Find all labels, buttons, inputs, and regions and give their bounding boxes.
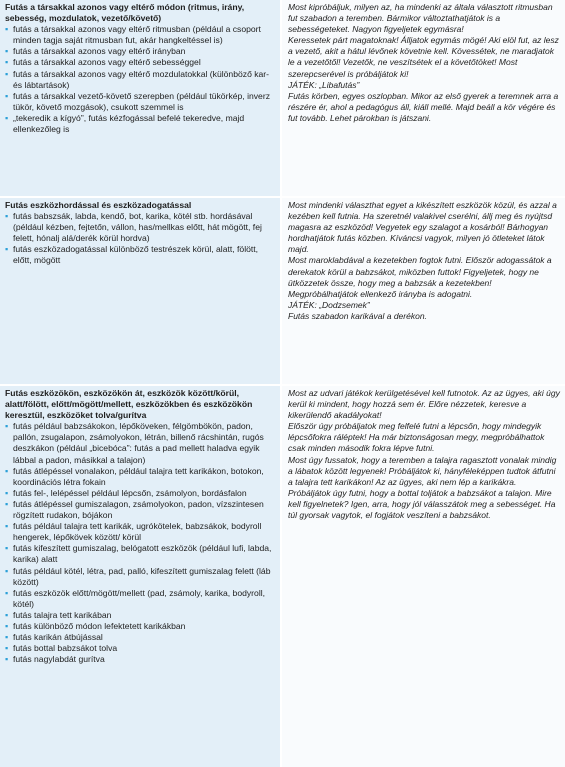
right-cell — [282, 386, 565, 767]
list-item-text: futás kifeszített gumiszalag, belógatott eszközök (például lufi, labda, karika) alatt — [13, 543, 272, 565]
bullet-icon: ▪ — [5, 587, 9, 598]
list-item-text: futás eszközök előtt/mögött/mellett (pad, zsámoly, karika, bodyroll, kötél) — [13, 587, 266, 609]
bullet-icon: ▪ — [5, 112, 9, 123]
bullet-icon: ▪ — [5, 643, 9, 654]
list-item — [5, 566, 276, 588]
left-cell — [0, 386, 282, 767]
bullet-icon: ▪ — [5, 211, 9, 222]
instruction-paragraph: Most kipróbáljuk, milyen az, ha mindenki az általa választott ritmusban fut szabadon a teremben. Bármikor változtathatjátok is a sebességeteket. Nagyon figyeljetek egymásra! — [288, 2, 553, 35]
bullet-list — [5, 211, 276, 266]
bullet-icon: ▪ — [5, 654, 9, 665]
instruction-paragraph: Először úgy próbáljatok meg felfelé futni a lépcsőn, hogy mindegyik lépcsőfokra ráléptek! Ha már biztonságosan megy, megpróbálhattok csak minden második fokra lépve futni. — [288, 421, 545, 454]
bullet-icon: ▪ — [5, 465, 9, 476]
bullet-icon: ▪ — [5, 521, 9, 532]
instruction-paragraph: Most úgy fussatok, hogy a teremben a talajra ragasztott vonalak mindig a lábatok között legyenek! Próbáljátok ki, hányféleképpen tudtok átfutni a talajra tett karikákon! Az az ügyes, aki nem lép a karikákra. Próbáljátok úgy futni, hogy a bottal toljátok a babzsákot a talajon. Mire kell figyelnetek? Igen, arra, hogy jól válasszátok meg a sebességet. Ha túl gyorsak vagytok, el fogjátok veszíteni a babzsákot. — [288, 454, 557, 521]
list-item-text: futás a társakkal azonos vagy eltérő ritmusban (például a csoport minden tagja saját ritmusban fut, akár hangkeltéssel is) — [13, 24, 261, 46]
game-title: JÁTÉK: „Dodzsemek” — [288, 299, 370, 310]
row-heading: Futás eszközökön, eszközökön át, eszközök között/körül, alatt/fölött, előtt/mögött/mellett, eszközökben és eszközökön keresztül, eszközöket tolva/gurítva — [5, 388, 253, 421]
table-row — [0, 386, 565, 767]
bullet-icon: ▪ — [5, 24, 9, 35]
list-item-text: futás például kötél, létra, pad, palló, kifeszített gumiszalag felett (láb között) — [13, 565, 271, 587]
list-item-text: futás talajra tett karikában — [13, 609, 112, 620]
list-item-text: futás a társakkal azonos vagy eltérő sebességgel — [13, 57, 201, 68]
list-item-text: futás a társakkal azonos vagy eltérő mozdulatokkal (különböző kar- és lábtartások) — [13, 68, 270, 90]
instruction-paragraph: Futás körben, egyes oszlopban. Mikor az első gyerek a teremnek arra a részére ér, ahol a pedagógus áll, kiáll mellé. Majd beáll a kör végére és fut tovább. Lehet párokban is játszani. — [288, 90, 559, 123]
list-item — [5, 24, 276, 46]
instruction-text — [288, 200, 561, 322]
list-item — [5, 543, 276, 565]
list-item-text: futás például talajra tett karikák, ugrókötelek, babzsákok, bodyroll hengerek, lépőkövek között/ körül — [13, 521, 262, 543]
list-item — [5, 113, 276, 135]
bullet-icon: ▪ — [5, 543, 9, 554]
bullet-icon: ▪ — [5, 498, 9, 509]
bullet-icon: ▪ — [5, 487, 9, 498]
instruction-text — [288, 2, 561, 124]
list-item-text: futás eszközadogatással különböző testrészek körül, alatt, fölött, előtt, mögött — [13, 244, 259, 266]
bullet-icon: ▪ — [5, 68, 9, 79]
list-item — [5, 632, 276, 643]
list-item-text: futás nagylabdát gurítva — [13, 654, 105, 665]
list-item-text: futás különböző módon lefektetett karikákban — [13, 620, 186, 631]
bullet-icon: ▪ — [5, 565, 9, 576]
list-item — [5, 621, 276, 632]
list-item — [5, 91, 276, 113]
instruction-paragraph: Keressetek párt magatoknak! Álljatok egymás mögé! Aki elöl fut, az lesz a vezető, akit a hátul lévőnek követnie kell. Kövessétek, ne maradjatok le a vezetőtől! Vezetők, ne veszítsétek el a követőtöket! Most szerepcserével is próbáljátok ki! — [288, 35, 559, 79]
list-item — [5, 499, 276, 521]
instruction-paragraph: Most az udvari játékok kerülgetésével kell futnotok. Az az ügyes, aki úgy kerül ki mindent, hogy hozzá sem ér. Előre nézzetek, keresve a kikerülendő akadályokat! — [288, 388, 560, 421]
list-item — [5, 57, 276, 68]
list-item — [5, 211, 276, 244]
table-row — [0, 0, 565, 198]
left-cell — [0, 198, 282, 384]
list-item — [5, 521, 276, 543]
list-item — [5, 69, 276, 91]
left-cell — [0, 0, 282, 196]
list-item-text: futás átlépéssel vonalakon, például talajra tett karikákon, botokon, koordinációs létra fokain — [13, 465, 264, 487]
list-item-text: futás fel-, lelépéssel például lépcsőn, zsámolyon, bordásfalon — [13, 487, 247, 498]
bullet-icon: ▪ — [5, 421, 9, 432]
bullet-icon: ▪ — [5, 609, 9, 620]
table-row — [0, 198, 565, 386]
list-item-text: „tekeredik a kígyó”, futás kézfogással befelé tekeredve, majd ellenkezőleg is — [13, 112, 245, 135]
bullet-icon: ▪ — [5, 620, 9, 631]
list-item — [5, 421, 276, 465]
bullet-icon: ▪ — [5, 632, 9, 643]
instruction-text — [288, 388, 561, 521]
list-item — [5, 654, 276, 665]
bullet-icon: ▪ — [5, 46, 9, 57]
list-item-text: futás átlépéssel gumiszalagon, zsámolyokon, padon, vízszintesen rögzített rudakon, bójákon — [13, 498, 264, 521]
row-heading: Futás a társakkal azonos vagy eltérő módon (ritmus, irány, sebesség, mozdulatok, vezető/követő) — [5, 2, 245, 24]
list-item — [5, 610, 276, 621]
list-item-text: futás babszsák, labda, kendő, bot, karika, kötél stb. hordásával (például kézben, fejtetőn, vállon, has/mellkas előtt, hát mögött, fej felett, hónalj alá/derék körül hordva) — [13, 211, 262, 244]
bullet-list — [5, 24, 276, 135]
bullet-list — [5, 421, 276, 665]
bullet-icon: ▪ — [5, 57, 9, 68]
list-item-text: futás a társakkal azonos vagy eltérő irányban — [13, 46, 186, 57]
row-heading: Futás eszközhordással és eszközadogatással — [5, 200, 192, 210]
bullet-icon: ▪ — [5, 244, 9, 255]
list-item — [5, 488, 276, 499]
right-cell — [282, 0, 565, 196]
list-item-text: futás karikán átbújással — [13, 632, 103, 643]
list-item — [5, 244, 276, 266]
instruction-paragraph: Most maroklabdával a kezetekben fogtok futni. Először adogassátok a derekatok körül a babzsákot, miközben futtok! Figyeljetek, hogy ne ütközzetek össze, hogy meg a babzsák a kezetekben! Megpróbálhatjátok ellenkező irányba is adogatni. — [288, 255, 552, 299]
bullet-icon: ▪ — [5, 90, 9, 101]
list-item-text: futás például babzsákokon, lépőköveken, félgömbökön, padon, pallón, zsugalapon, zsámolyokon, létrán, billenő rácshintán, rugós deszkákon (például „bicebóca”: futás a pad mellett haladva egyik lábbal a padon, másikkal a talajon) — [13, 421, 264, 465]
list-item-text: futás bottal babzsákot tolva — [13, 643, 118, 654]
game-title: JÁTÉK: „Libafutás” — [288, 79, 360, 90]
list-item — [5, 46, 276, 57]
list-item — [5, 643, 276, 654]
instruction-paragraph: Futás szabadon karikával a derékon. — [288, 310, 427, 321]
list-item — [5, 588, 276, 610]
right-cell — [282, 198, 565, 384]
list-item-text: futás a társakkal vezető-követő szerepben (például tükörkép, inverz tükör, követő mozgások), csukott szemmel is — [13, 90, 270, 112]
list-item — [5, 466, 276, 488]
instruction-paragraph: Most mindenki választhat egyet a kikészített eszközök közül, és azzal a kezében kell futnia. Ha szeretnél valakivel cserélni, állj meg és nyújtsd magasra az eszközöd! Vegyetek egy szalagot a kosárból! Bárhogyan hordhatjátok futás közben. Kíváncsi vagyok, milyen jó ötleteket látok majd. — [288, 200, 557, 255]
